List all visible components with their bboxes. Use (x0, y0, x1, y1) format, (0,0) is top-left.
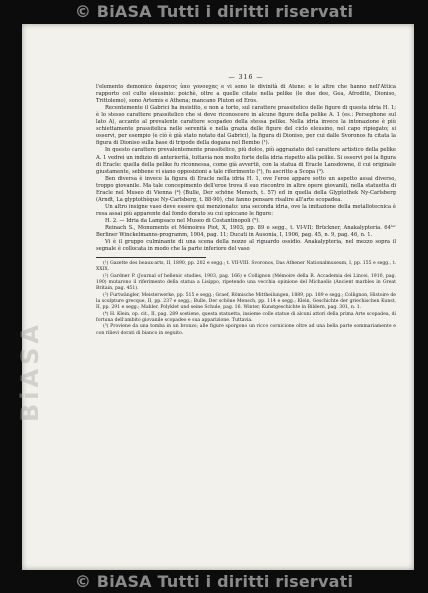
paragraph: l'elemento demonico ἀκρατος ὑπο γονουχας e vi sono le divinità di Atene: e le altre che hanno nell'Attica rapporto col culto eleusinio: poichè, oltre a quelle citate nella pelike (le due dee, Gea, Afrodite, Dioniso, Trittolemo), sono Artemis e Athena; mancano Pluton ed Eros. (96, 84, 396, 105)
paragraph: Recentemente il Gabrici ha insistito, e non a torto, sul carattere prassitelico delle figure di questa idria H. 1; è lo stesso carattere prassitelico che si deve riconoscere in alcune figure della pelike A. 1 (es.: Persephone sul lato A), accanto al prevalente carattere scopadeo della stessa pelike. Nella idria invece la intonazione è più schiettamente prassitelica nelle serenità e nella grazia delle figure del ciclo eleusino, nel capo ripiegato; si osservi, per esempio (e ciò è già stato notato dal Gabrici), la figura di Dioniso, per cui dalle Svoronos fu citata la figura di Dioniso sulla base di tripode della dogana nel Bembo (¹). (96, 105, 396, 147)
page-content (96, 74, 396, 337)
watermark-top: © BiASA Tutti i diritti riservati (74, 2, 354, 21)
paragraph: Vi è il gruppo culminante di una scena della nozze al riguardo ossidio. Anakalypteria, nel mezzo sopra il segnale è collocata in modo che la parte inferiore del vaso (96, 239, 396, 253)
paragraph: Un altro insigne vaso deve essere qui menzionato: una seconda idria, ove la imitazione della metallotecnica è resa assai più apparente dal fondo dorato su cui spiccano le figure: (96, 203, 396, 217)
footnote: (¹) Gazette des beaux-arts, II, 1890, pp. 202 e segg.; t. VII-VIII. Svoronos, Das Athener Nationalmuseum, I, pp. 155 e segg., t. XXIX. (96, 261, 396, 273)
footnote: (⁴) H. Klein, op. cit., II, pag. 289 sostiene, questa statuetta, insieme colle statue di alcuni attori della prima Arte scopadea, di fortuna dell'ambito giovanile scopadeo e sua apparizione. Tuttavia. (96, 311, 396, 323)
footnote: (²) Gardner P. (Journal of hellenic studies, 1903, pag. 166) e Collignon (Mémoire della R. Accademia dei Lincei, 1910, pag. 190) mutarono il riferimento della statua a Lisippo, ripetendo una vecchia opinione del Michaelis (Ancient marbles in Great Britain, pag. 451). (96, 273, 396, 292)
footnote-separator (96, 257, 206, 258)
footnotes (96, 261, 396, 337)
paragraph: H. 2. — Idria da Lampsaco nel Museo di Costantinopoli (⁵). (105, 217, 260, 224)
watermark-side: BiASA (16, 321, 44, 422)
paragraph: Ben diversa è invece la figura di Eracle nella idria H. 1, ove l'eroe appare sotto un aspetto assai diverso, troppo giovanile. Ma tale concepimento dell'eroe trova il suo riscontro in altre opere giovanili, nella statuetta di Eracle nel Museo di Vienna (⁴) (Bulle, Der schöne Mensch, t. 57) ed in quella della Glyptothek Ny-Carlsberg (Arndt, La glyptothèque Ny-Carlsberg, t. 88-90), che fanno pensare risalire all'arte scopadea. (96, 175, 396, 203)
paragraph: Reinach S., Monuments et Mémoires Piot, X, 1903, pp. 89 e segg., t. VI-VII; Brückner, Anakalypteria. 64ᵗᵉʳ Berliner Winckelmanns-programm, 1904, pag. 11; Ducati in Ausonia, I, 1906, pag. 45, n. 9, pag. 46, n. 1. (96, 224, 396, 239)
watermark-bottom: © BiASA Tutti i diritti riservati (74, 572, 354, 591)
paragraph: In questo carattere prevalentemente prassitelico, più dolce, più aggraziato del carattere artistico della pelike A. 1 vedrei un indizio di anteriorità, tuttavia non molto forte della idria rispetto alla pelike. Si osservi poi la figura di Eracle: quella della pelike fu riconnessa, come già avvertii, con la statua di Eracle Lansdowne, il cui originale giustamente, sebbene vi siano opposizioni a tale riferimento (²), fu ascritto a Scopa (³). (96, 147, 396, 175)
scanned-page (16, 24, 414, 570)
footnote: (⁵) Proviene da una tomba in un bronzo; alle figure sporgono un ricco cornicione oltre ad una bella parte sommariamente e con rilievi dorati di bianco in seguito. (96, 324, 396, 336)
footnote: (³) Furtwängler, Meisterwerke, pp. 515 e segg.; Graef, Römische Mittheilungen, 1889, pp. 189 e segg.; Collignon, Histoire de la sculpture grecque, II, pp. 237 e segg.; Bulle, Der schöne Mensch, pp. 114 e segg.; Klein, Geschichte der griechischen Kunst, II, pp. 291 e segg.; Mahler, Polyklet und seine Schule, pag. 16. Winter, Kunstgeschichte in Bildern, pag. 301, n. 1. (96, 292, 396, 311)
page-number: — 316 — (228, 74, 264, 81)
